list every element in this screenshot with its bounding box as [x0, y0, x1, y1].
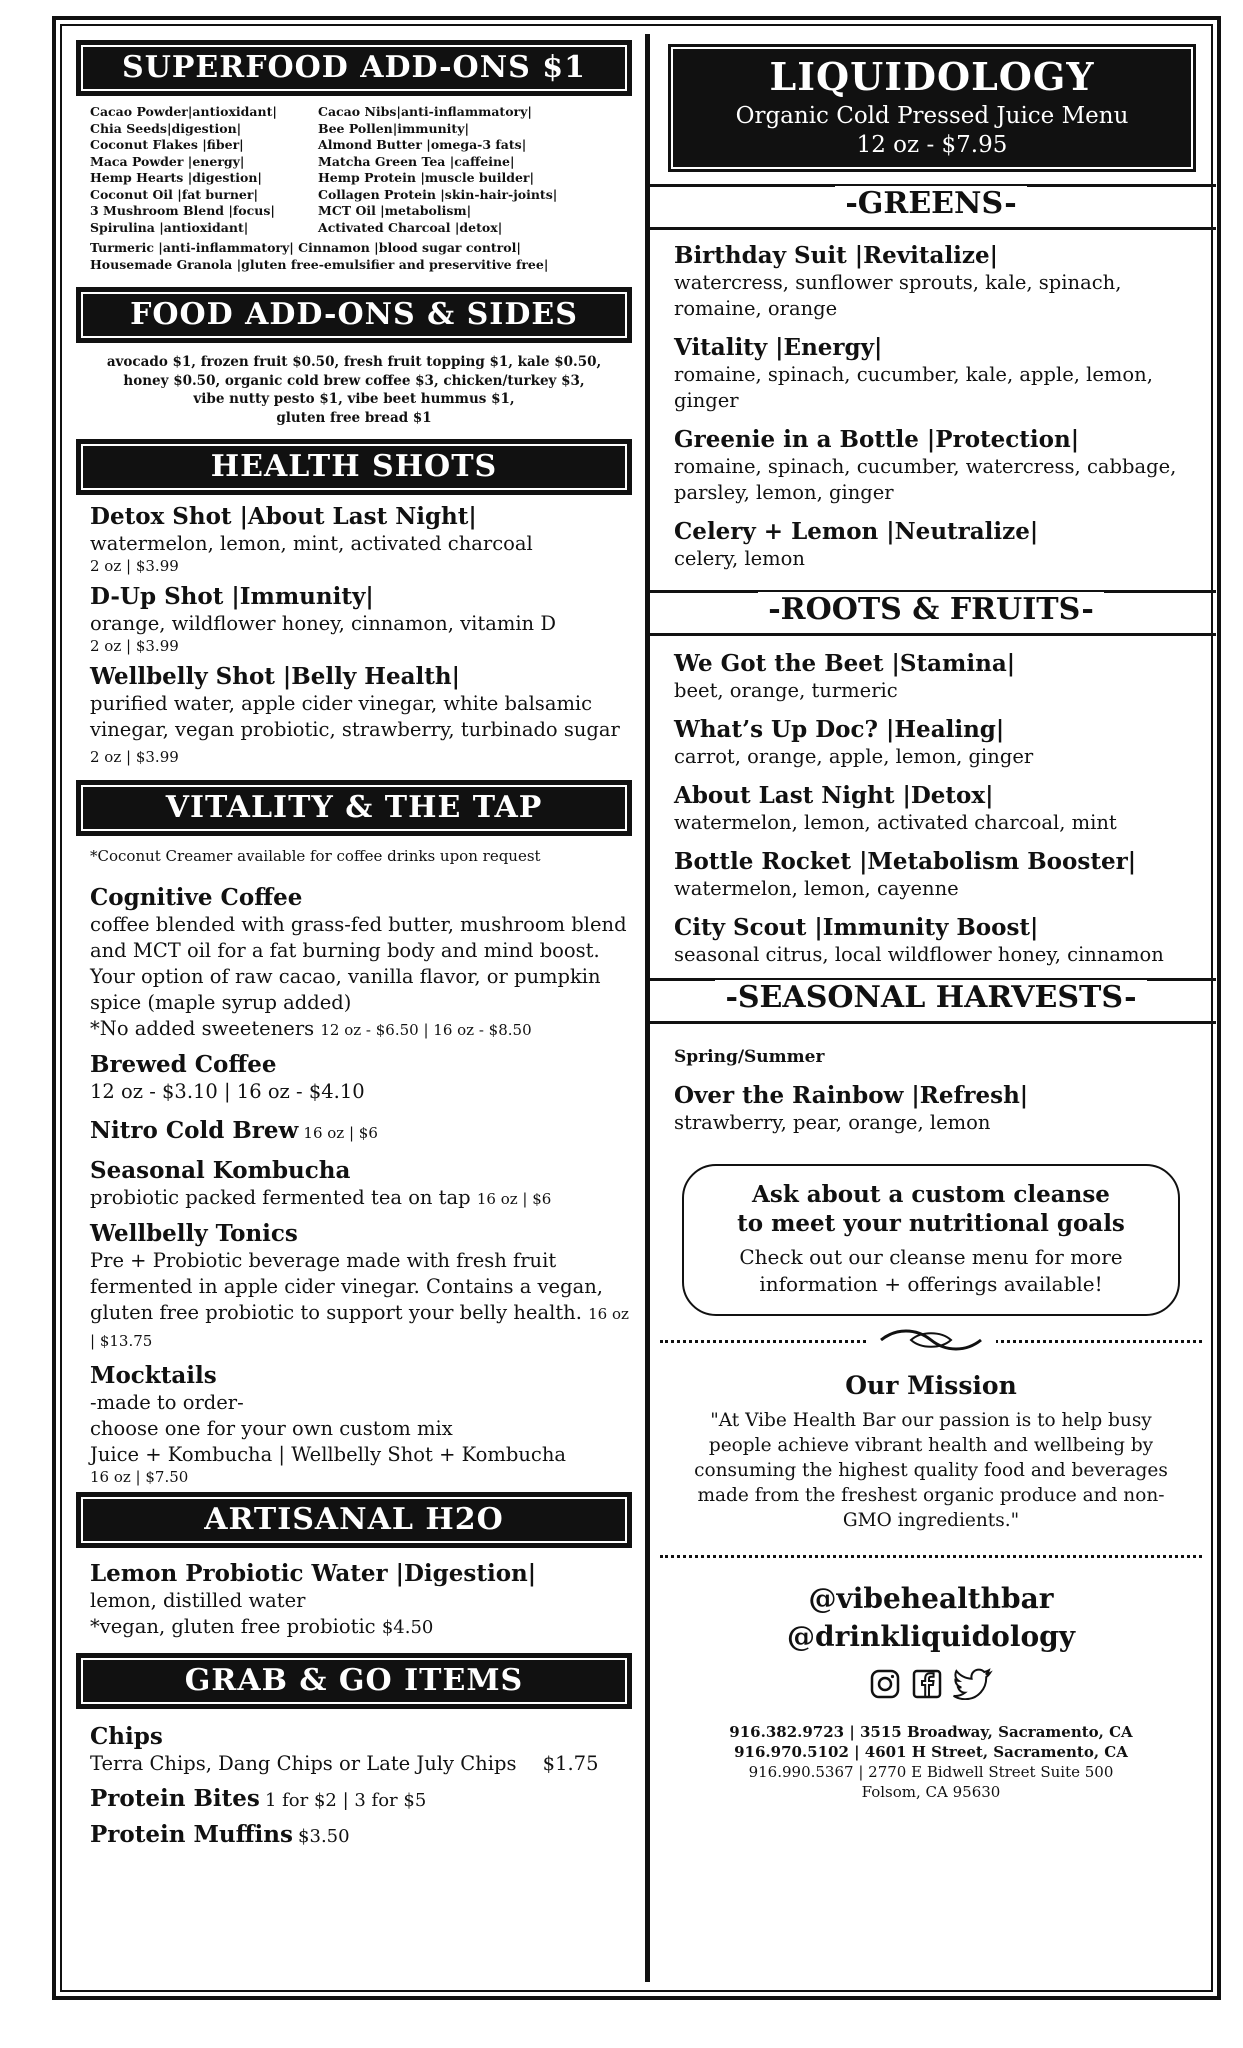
superfood-right-list	[318, 104, 632, 236]
item-name: Seasonal Kombucha	[90, 1157, 351, 1184]
item-name: Cognitive Coffee	[90, 884, 303, 911]
menu-item	[90, 1785, 632, 1813]
liquidology-subtitle: Organic Cold Pressed Juice Menu	[735, 103, 1129, 129]
list-item: gluten free bread $1	[276, 409, 432, 426]
item-description-text: Terra Chips, Dang Chips or Late July Chips	[90, 1752, 517, 1775]
location-line: 916.382.9723 | 3515 Broadway, Sacramento, CA	[729, 1723, 1133, 1741]
item-description: romaine, spinach, cucumber, kale, apple, lemon, ginger	[674, 363, 1153, 412]
cleanse-body-line: information + offerings available!	[759, 1272, 1103, 1296]
location-line: 916.990.5367 | 2770 E Bidwell Street Suite 500	[748, 1763, 1114, 1781]
menu-item	[90, 583, 632, 655]
item-description	[90, 1248, 632, 1354]
item-description-text: Pre + Probiotic beverage made with fresh fruit fermented in apple cider vinegar. Contains a vegan, gluten free probiotic to support your belly health.	[90, 1249, 603, 1324]
list-item: Housemade Granola |gluten free-emulsifier and preservitive free|	[90, 256, 549, 272]
twitter-icon[interactable]	[953, 1668, 993, 1704]
food-addons-list	[82, 353, 626, 427]
menu-item	[90, 1220, 632, 1354]
menu-item	[674, 1046, 1202, 1136]
food-addons-banner: FOOD ADD-ONS & SIDES	[76, 287, 632, 343]
menu-item	[674, 650, 1202, 704]
roots-heading	[646, 590, 1216, 636]
menu-item	[674, 242, 1202, 322]
menu-item	[674, 848, 1202, 902]
dotted-separator	[660, 1340, 1202, 1343]
item-price: 16 oz | $6	[476, 1190, 552, 1208]
list-item: Almond Butter |omega-3 fats|	[318, 137, 527, 152]
facebook-icon[interactable]	[911, 1668, 943, 1704]
item-description: watermelon, lemon, mint, activated charcoal	[90, 532, 533, 555]
instagram-handle[interactable]: @vibehealthbar	[808, 1582, 1054, 1615]
menu-item	[674, 334, 1202, 414]
list-item: Matcha Green Tea |caffeine|	[318, 153, 515, 169]
menu-item	[674, 716, 1202, 770]
item-description: carrot, orange, apple, lemon, ginger	[674, 745, 1034, 768]
liquidology-title: LIQUIDOLOGY	[769, 54, 1095, 99]
vitality-banner: VITALITY & THE TAP	[76, 780, 632, 836]
item-name: Wellbelly Tonics	[90, 1220, 298, 1247]
flourish-icon	[866, 1323, 996, 1361]
list-item: MCT Oil |metabolism|	[318, 203, 472, 218]
list-item: Spirulina |antioxidant|	[90, 219, 249, 235]
item-name: Wellbelly Shot |Belly Health|	[90, 663, 460, 690]
item-name: Over the Rainbow |Refresh|	[674, 1082, 1029, 1109]
item-price: 16 oz | $7.50	[90, 1468, 189, 1486]
seasonal-heading	[646, 978, 1216, 1024]
list-item: Activated Charcoal |detox|	[318, 219, 503, 235]
greens-heading	[646, 184, 1216, 230]
superfood-banner: SUPERFOOD ADD-ONS $1	[76, 40, 632, 96]
item-description-text: purified water, apple cider vinegar, white balsamic vinegar, vegan probiotic, strawberry, turbinado sugar	[90, 692, 620, 741]
item-name: Celery + Lemon |Neutralize|	[674, 518, 1039, 545]
item-price: 12 oz - $6.50 | 16 oz - $8.50	[320, 1021, 532, 1039]
item-name: Detox Shot |About Last Night|	[90, 503, 477, 530]
cleanse-callout	[682, 1164, 1180, 1316]
item-price: 16 oz | $6	[303, 1124, 378, 1142]
menu-item	[674, 914, 1202, 968]
item-extra: *vegan, gluten free probiotic	[90, 1615, 376, 1638]
menu-item	[90, 1821, 632, 1849]
cleanse-body-line: Check out our cleanse menu for more	[739, 1245, 1123, 1269]
list-item: Coconut Flakes |fiber|	[90, 137, 244, 152]
item-name: D-Up Shot |Immunity|	[90, 583, 374, 610]
item-description: -made to order-	[90, 1391, 244, 1414]
item-description: celery, lemon	[674, 547, 805, 570]
cleanse-heading: Ask about a custom cleanse	[752, 1181, 1110, 1208]
item-description	[90, 1751, 632, 1777]
item-description: Juice + Kombucha | Wellbelly Shot + Kombucha	[90, 1443, 567, 1466]
item-price: 1 for $2 | 3 for $5	[264, 1790, 427, 1811]
menu-item	[674, 782, 1202, 836]
item-price: $1.75	[542, 1752, 599, 1775]
location-line: Folsom, CA 95630	[861, 1783, 1001, 1801]
superfood-full-lines	[90, 240, 632, 273]
item-name: Birthday Suit |Revitalize|	[674, 242, 998, 269]
menu-item	[90, 884, 632, 1043]
right-column	[660, 40, 1202, 1802]
list-item: Hemp Protein |muscle builder|	[318, 170, 535, 185]
menu-item	[90, 663, 632, 770]
social-icons	[660, 1668, 1202, 1704]
superfood-left-list	[90, 104, 318, 236]
item-name: City Scout |Immunity Boost|	[674, 914, 1039, 941]
item-name: We Got the Beet |Stamina|	[674, 650, 1016, 677]
item-description	[90, 691, 632, 770]
list-item: Cacao Nibs|anti-inflammatory|	[318, 104, 532, 119]
item-price: 2 oz | $3.99	[90, 557, 179, 575]
health-shots-banner: HEALTH SHOTS	[76, 439, 632, 495]
locations	[660, 1722, 1202, 1802]
item-description: romaine, spinach, cucumber, watercress, cabbage, parsley, lemon, ginger	[674, 455, 1177, 504]
item-description: beet, orange, turmeric	[674, 679, 898, 702]
list-item: Hemp Hearts |digestion|	[90, 170, 262, 185]
menu-item	[90, 1117, 632, 1145]
menu-item	[90, 1051, 632, 1105]
item-description: watermelon, lemon, cayenne	[674, 877, 959, 900]
item-name: Nitro Cold Brew	[90, 1117, 299, 1144]
menu-item	[674, 426, 1202, 506]
list-item: Cacao Powder|antioxidant|	[90, 104, 277, 119]
heading-text: -ROOTS & FRUITS-	[758, 592, 1104, 627]
item-name: Vitality |Energy|	[674, 334, 883, 361]
heading-text: -GREENS-	[835, 186, 1026, 221]
item-name: Protein Bites	[90, 1785, 260, 1812]
item-price: $4.50	[381, 1617, 434, 1638]
list-item: Collagen Protein |skin-hair-joints|	[318, 186, 558, 202]
item-name: What’s Up Doc? |Healing|	[674, 716, 1005, 743]
item-description: seasonal citrus, local wildflower honey, cinnamon	[674, 943, 1164, 966]
item-name: Protein Muffins	[90, 1821, 293, 1848]
item-name: Lemon Probiotic Water |Digestion|	[90, 1560, 537, 1587]
list-item: 3 Mushroom Blend |focus|	[90, 203, 275, 218]
instagram-icon[interactable]	[869, 1668, 901, 1704]
menu-item	[90, 1157, 632, 1212]
list-item: Turmeric |anti-inflammatory| Cinnamon |blood sugar control|	[90, 240, 521, 255]
item-extra-line	[90, 1614, 632, 1641]
social-handles	[660, 1580, 1202, 1656]
item-description: strawberry, pear, orange, lemon	[674, 1111, 991, 1134]
item-description	[90, 1185, 632, 1212]
liquidology-banner	[668, 44, 1196, 172]
list-item: Bee Pollen|immunity|	[318, 120, 470, 136]
item-name: Greenie in a Bottle |Protection|	[674, 426, 1080, 453]
item-description: coffee blended with grass-fed butter, mushroom blend and MCT oil for a fat burning body and mind boost. Your option of raw cacao, vanilla flavor, or pumpkin spice (maple syrup added)	[90, 913, 627, 1014]
item-price: $3.50	[298, 1826, 350, 1847]
list-item: Chia Seeds|digestion|	[90, 120, 242, 136]
item-description: watermelon, lemon, activated charcoal, mint	[674, 811, 1117, 834]
cleanse-heading: to meet your nutritional goals	[737, 1210, 1125, 1237]
location-line: 916.970.5102 | 4601 H Street, Sacramento, CA	[734, 1743, 1128, 1761]
item-name: Chips	[90, 1723, 163, 1750]
list-item: vibe nutty pesto $1, vibe beet hummus $1,	[193, 391, 515, 407]
mission-title: Our Mission	[845, 1371, 1017, 1400]
list-item: avocado $1, frozen fruit $0.50, fresh fruit topping $1, kale $0.50,	[106, 354, 602, 370]
menu-item	[90, 1723, 632, 1777]
liquidology-handle[interactable]: @drinkliquidology	[787, 1620, 1075, 1653]
item-extra: *No added sweeteners	[90, 1017, 315, 1040]
item-name: Bottle Rocket |Metabolism Booster|	[674, 848, 1137, 875]
season-label: Spring/Summer	[674, 1047, 825, 1067]
list-item: Maca Powder |energy|	[90, 153, 245, 169]
menu-item	[90, 503, 632, 575]
list-item: honey $0.50, organic cold brew coffee $3, chicken/turkey $3,	[123, 372, 585, 389]
liquidology-size-price: 12 oz - $7.95	[856, 132, 1008, 158]
heading-text: -SEASONAL HARVESTS-	[715, 980, 1146, 1015]
menu-item	[90, 1362, 632, 1486]
item-price: 12 oz - $3.10 | 16 oz - $4.10	[90, 1080, 365, 1103]
item-name: About Last Night |Detox|	[674, 782, 994, 809]
grab-go-banner: GRAB & GO ITEMS	[76, 1653, 632, 1709]
item-description: orange, wildflower honey, cinnamon, vitamin D	[90, 612, 556, 635]
item-extra-line	[90, 1016, 632, 1043]
item-name: Mocktails	[90, 1362, 217, 1389]
mission-text: "At Vibe Health Bar our passion is to help busy people achieve vibrant health and wellbeing by consuming the highest quality food and beverages made from the freshest organic produce and non-GMO ingredients."	[694, 1410, 1168, 1531]
item-description: watercress, sunflower sprouts, kale, spinach, romaine, orange	[674, 271, 1122, 320]
menu-item	[90, 1560, 632, 1641]
coconut-creamer-note: *Coconut Creamer available for coffee drinks upon request	[90, 847, 541, 865]
superfood-list	[90, 104, 632, 236]
item-price: 2 oz | $3.99	[90, 637, 179, 655]
dotted-separator	[660, 1555, 1202, 1558]
item-description-text: probiotic packed fermented tea on tap	[90, 1186, 471, 1209]
item-description: lemon, distilled water	[90, 1589, 306, 1612]
item-description: choose one for your own custom mix	[90, 1417, 453, 1440]
artisanal-banner: ARTISANAL H2O	[76, 1492, 632, 1548]
cleanse-body	[694, 1244, 1168, 1298]
list-item: Coconut Oil |fat burner|	[90, 186, 259, 202]
left-column	[76, 40, 632, 1849]
item-name: Brewed Coffee	[90, 1051, 277, 1078]
item-price: 16 oz | $13.75	[90, 1305, 629, 1350]
menu-item	[674, 518, 1202, 572]
item-price: 2 oz | $3.99	[90, 748, 179, 766]
